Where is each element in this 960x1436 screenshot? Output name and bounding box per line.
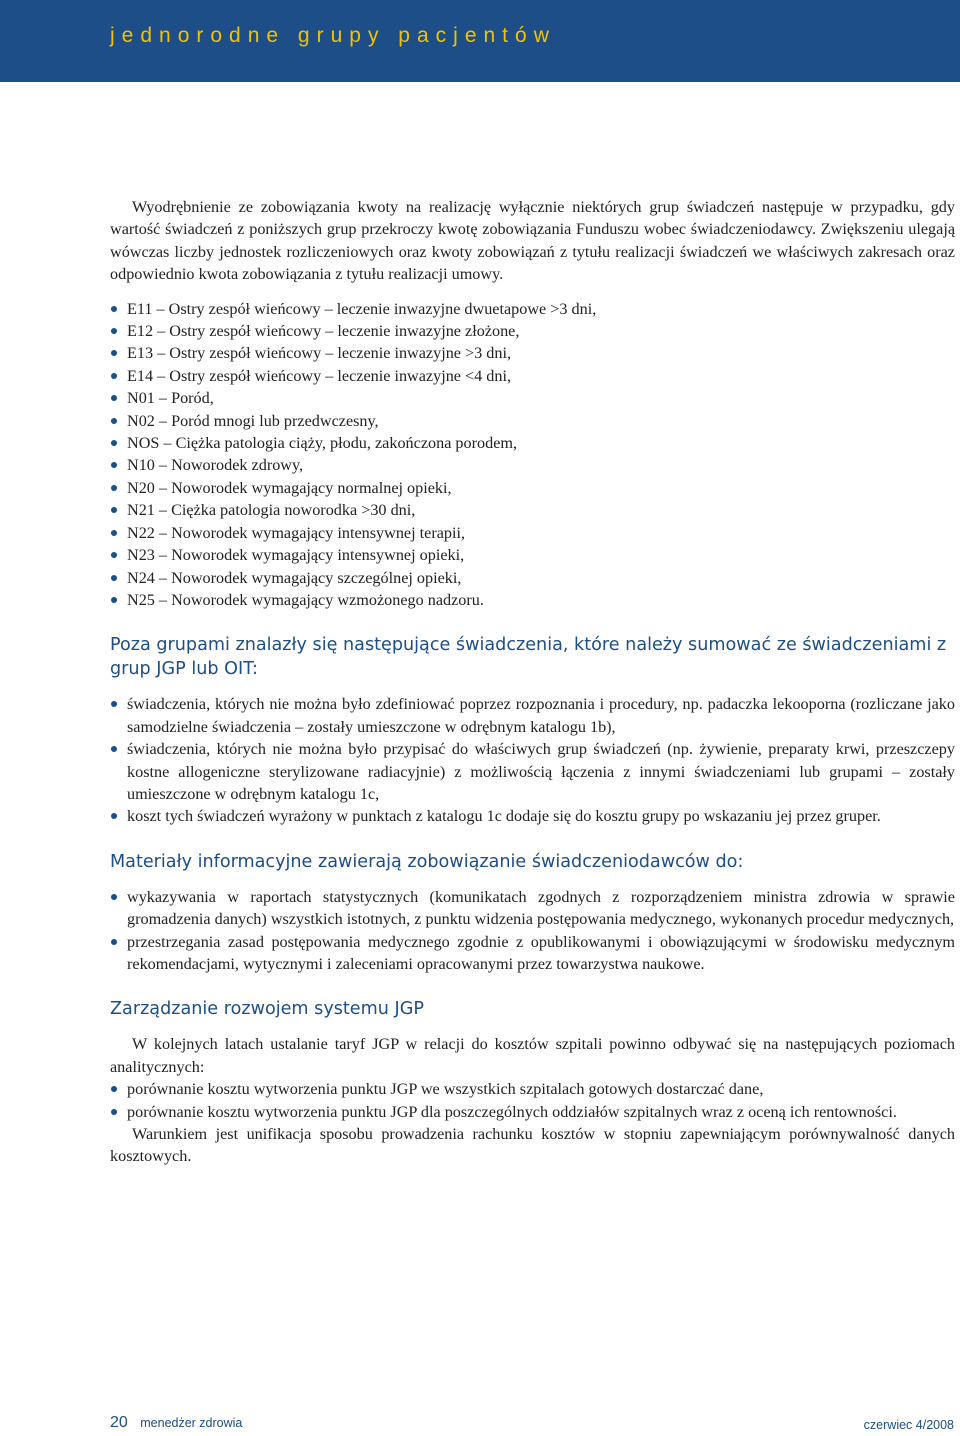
list-item: porównanie kosztu wytworzenia punktu JGP dla poszczególnych oddziałów szpitalnych wraz z oceną ich rentowności. (110, 1101, 955, 1123)
group-item: N20 – Noworodek wymagający normalnej opieki, (110, 477, 955, 499)
group-item: N21 – Ciężka patologia noworodka >30 dni, (110, 499, 955, 521)
group-item: N22 – Noworodek wymagający intensywnej terapii, (110, 522, 955, 544)
group-item: N02 – Poród mnogi lub przedwczesny, (110, 410, 955, 432)
section3-intro: W kolejnych latach ustalanie taryf JGP w relacji do kosztów szpitali powinno odbywać się na następujących poziomach analitycznych: (110, 1035, 955, 1076)
list-item: świadczenia, których nie można było przypisać do właściwych grup świadczeń (np. żywienie, preparaty krwi, przeszczepy kostne allogeniczne sterylizowane radiacyjnie) z możliwością łączenia z innymi świadczeniami lub grupami – zostały umieszczone w odrębnym katalogu 1c, (110, 738, 955, 805)
header-bar (0, 0, 960, 82)
magazine-name: menedżer zdrowia (140, 1416, 243, 1430)
section2-heading: Materiały informacyjne zawierają zobowiązanie świadczeniodawców do: (110, 851, 744, 872)
group-item: N23 – Noworodek wymagający intensywnej opieki, (110, 544, 955, 566)
section3-heading: Zarządzanie rozwojem systemu JGP (110, 999, 424, 1020)
group-item: N10 – Noworodek zdrowy, (110, 454, 955, 476)
list-item: porównanie kosztu wytworzenia punktu JGP we wszystkich szpitalach gotowych dostarczać dane, (110, 1078, 955, 1100)
section3-list (110, 1078, 955, 1123)
group-item: NOS – Ciężka patologia ciąży, płodu, zakończona porodem, (110, 432, 955, 454)
intro-paragraph: Wyodrębnienie ze zobowiązania kwoty na realizację wyłącznie niektórych grup świadczeń następuje w przypadku, gdy wartość świadczeń z poniższych grup przekroczy kwotę zobowiązania Funduszu wobec świadczeniodawcy. Zwiększeniu ulegają wówczas liczby jednostek rozliczeniowych oraz kwoty zobowiązań z tytułu realizacji świadczeń we właściwych zakresach oraz odpowiednio kwota zobowiązania z tytułu realizacji umowy. (110, 198, 955, 284)
list-item: wykazywania w raportach statystycznych (komunikatach zgodnych z rozporządzeniem ministra zdrowia w sprawie gromadzenia danych) wszystkich istotnych, z punktu widzenia postępowania medycznego, wykonanych procedur medycznych, (110, 886, 955, 931)
group-item: E11 – Ostry zespół wieńcowy – leczenie inwazyjne dwuetapowe >3 dni, (110, 298, 955, 320)
group-item: N01 – Poród, (110, 387, 955, 409)
section-title: jednorodne grupy pacjentów (110, 24, 556, 47)
list-item: przestrzegania zasad postępowania medycznego zgodnie z opublikowanymi i obowiązującymi w środowisku medycznym rekomendacjami, wytycznymi i zaleceniami opracowanymi przez towarzystwa naukowe. (110, 931, 955, 976)
patient-groups-list (110, 298, 955, 612)
list-item: świadczenia, których nie można było zdefiniować poprzez rozpoznania i procedury, np. padaczka lekooporna (rozliczane jako samodzielne świadczenia – zostały umieszczone w odrębnym katalogu 1b), (110, 693, 955, 738)
section1-list (110, 693, 955, 827)
group-item: E12 – Ostry zespół wieńcowy – leczenie inwazyjne złożone, (110, 320, 955, 342)
article-body (110, 196, 955, 1168)
list-item: koszt tych świadczeń wyrażony w punktach z katalogu 1c dodaje się do kosztu grupy po wskazaniu jej przez gruper. (110, 805, 955, 827)
group-item: N24 – Noworodek wymagający szczególnej opieki, (110, 567, 955, 589)
issue-label: czerwiec 4/2008 (863, 1418, 954, 1432)
section2-list (110, 886, 955, 976)
group-item: E14 – Ostry zespół wieńcowy – leczenie inwazyjne <4 dni, (110, 365, 955, 387)
group-item: E13 – Ostry zespół wieńcowy – leczenie inwazyjne >3 dni, (110, 342, 955, 364)
footer-left (110, 1414, 242, 1432)
page-number: 20 (110, 1414, 128, 1431)
group-item: N25 – Noworodek wymagający wzmożonego nadzoru. (110, 589, 955, 611)
section1-heading: Poza grupami znalazły się następujące świadczenia, które należy sumować ze świadczeniami z grup JGP lub OIT: (110, 635, 947, 680)
section3-closing: Warunkiem jest unifikacja sposobu prowadzenia rachunku kosztów w stopniu zapewniającym porównywalność danych kosztowych. (110, 1125, 955, 1166)
